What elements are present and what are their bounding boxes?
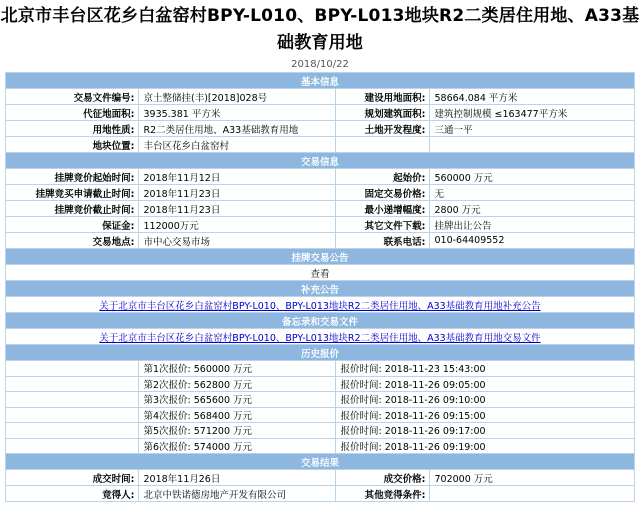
basic-label: 地块位置: bbox=[6, 137, 139, 153]
trade-value: 010-64409552 bbox=[430, 233, 634, 249]
bid-history-row bbox=[6, 361, 634, 377]
bid-spacer bbox=[6, 376, 139, 392]
result-row bbox=[6, 486, 634, 502]
basic-value: 58664.084 平方米 bbox=[430, 89, 634, 105]
bid-spacer bbox=[6, 392, 139, 408]
basic-value: 3935.381 平方米 bbox=[139, 105, 336, 121]
trade-value: 112000万元 bbox=[139, 217, 336, 233]
section-header-result: 交易结果 bbox=[6, 454, 634, 470]
basic-label: 规划建筑面积: bbox=[336, 105, 430, 121]
result-label: 成交时间: bbox=[6, 470, 139, 486]
trade-value: 2018年11月23日 bbox=[139, 201, 336, 217]
basic-value bbox=[430, 137, 634, 153]
basic-value: R2二类居住用地、A33基础教育用地 bbox=[139, 121, 336, 137]
bid-history-row bbox=[6, 376, 634, 392]
trade-label: 固定交易价格: bbox=[336, 185, 430, 201]
trade-row bbox=[6, 217, 634, 233]
bid-spacer bbox=[6, 423, 139, 439]
section-header-history-row bbox=[6, 345, 634, 361]
bid-time: 报价时间: 2018-11-26 09:10:00 bbox=[336, 392, 634, 408]
basic-value: 京土整储挂(丰)[2018]028号 bbox=[139, 89, 336, 105]
trade-row bbox=[6, 185, 634, 201]
bid-history-row bbox=[6, 438, 634, 454]
basic-label: 土地开发程度: bbox=[336, 121, 430, 137]
section-header-history: 历史报价 bbox=[6, 345, 634, 361]
basic-label: 交易文件编号: bbox=[6, 89, 139, 105]
basic-label: 代征地面积: bbox=[6, 105, 139, 121]
trade-row bbox=[6, 169, 634, 185]
trade-document-link-cell bbox=[6, 329, 634, 345]
bid-time: 报价时间: 2018-11-23 15:43:00 bbox=[336, 361, 634, 377]
result-value: 702000 万元 bbox=[430, 470, 634, 486]
trade-label: 挂牌竞价起始时间: bbox=[6, 169, 139, 185]
bid-time: 报价时间: 2018-11-26 09:19:00 bbox=[336, 438, 634, 454]
supplement-notice-link-row bbox=[6, 297, 634, 313]
trade-value: 挂牌出让公告 bbox=[430, 217, 634, 233]
trade-label: 联系电话: bbox=[336, 233, 430, 249]
trade-value: 560000 万元 bbox=[430, 169, 634, 185]
result-value: 2018年11月26日 bbox=[139, 470, 336, 486]
bid-time: 报价时间: 2018-11-26 09:15:00 bbox=[336, 407, 634, 423]
bid-time: 报价时间: 2018-11-26 09:17:00 bbox=[336, 423, 634, 439]
trade-value: 2800 万元 bbox=[430, 201, 634, 217]
trade-label: 保证金: bbox=[6, 217, 139, 233]
publish-date: 2018/10/22 bbox=[291, 59, 349, 70]
result-label: 其他竞得条件: bbox=[336, 486, 430, 502]
result-value bbox=[430, 486, 634, 502]
trade-label: 交易地点: bbox=[6, 233, 139, 249]
bid-price: 第6次报价: 574000 万元 bbox=[139, 438, 336, 454]
basic-row bbox=[6, 89, 634, 105]
supplement-notice-link[interactable]: 关于北京市丰台区花乡白盆窑村BPY-L010、BPY-L013地块R2二类居住用地、A33基础教育用地补充公告 bbox=[99, 300, 541, 312]
bid-time: 报价时间: 2018-11-26 09:05:00 bbox=[336, 376, 634, 392]
basic-value: 丰台区花乡白盆窑村 bbox=[139, 137, 336, 153]
section-header-result-row bbox=[6, 454, 634, 470]
bid-price: 第4次报价: 568400 万元 bbox=[139, 407, 336, 423]
section-header-trade-row bbox=[6, 153, 634, 169]
trade-document-link-row bbox=[6, 329, 634, 345]
bid-history-row bbox=[6, 407, 634, 423]
basic-label: 用地性质: bbox=[6, 121, 139, 137]
basic-row bbox=[6, 137, 634, 153]
section-header-notice: 挂牌交易公告 bbox=[6, 249, 634, 265]
bid-spacer bbox=[6, 438, 139, 454]
trade-value: 无 bbox=[430, 185, 634, 201]
section-header-trade: 交易信息 bbox=[6, 153, 634, 169]
trade-value: 2018年11月12日 bbox=[139, 169, 336, 185]
bid-price: 第3次报价: 565600 万元 bbox=[139, 392, 336, 408]
trade-row bbox=[6, 201, 634, 217]
section-header-memo: 备忘录和交易文件 bbox=[6, 313, 634, 329]
notice-row bbox=[6, 265, 634, 281]
section-header-supplement-row bbox=[6, 281, 634, 297]
trade-value: 2018年11月23日 bbox=[139, 185, 336, 201]
result-label: 竞得人: bbox=[6, 486, 139, 502]
bid-spacer bbox=[6, 407, 139, 423]
basic-label: 建设用地面积: bbox=[336, 89, 430, 105]
trade-row bbox=[6, 233, 634, 249]
section-header-basic-row bbox=[6, 73, 634, 89]
trade-document-link[interactable]: 关于北京市丰台区花乡白盆窑村BPY-L010、BPY-L013地块R2二类居住用地、A33基础教育用地交易文件 bbox=[99, 332, 541, 344]
bid-price: 第5次报价: 571200 万元 bbox=[139, 423, 336, 439]
supplement-notice-link-cell bbox=[6, 297, 634, 313]
info-table-body bbox=[6, 73, 634, 502]
trade-label: 挂牌竞买申请截止时间: bbox=[6, 185, 139, 201]
basic-value: 三通一平 bbox=[430, 121, 634, 137]
bid-price: 第1次报价: 560000 万元 bbox=[139, 361, 336, 377]
result-value: 北京中铁诺德房地产开发有限公司 bbox=[139, 486, 336, 502]
basic-label bbox=[336, 137, 430, 153]
bid-history-row bbox=[6, 392, 634, 408]
section-header-basic: 基本信息 bbox=[6, 73, 634, 89]
basic-row bbox=[6, 121, 634, 137]
basic-value: 建筑控制规模 ≤163477平方米 bbox=[430, 105, 634, 121]
result-label: 成交价格: bbox=[336, 470, 430, 486]
section-header-supplement: 补充公告 bbox=[6, 281, 634, 297]
view-notice-link[interactable]: 查看 bbox=[6, 265, 634, 281]
trade-value: 市中心交易市场 bbox=[139, 233, 336, 249]
basic-row bbox=[6, 105, 634, 121]
trade-label: 起始价: bbox=[336, 169, 430, 185]
result-row bbox=[6, 470, 634, 486]
trade-label: 挂牌竞价截止时间: bbox=[6, 201, 139, 217]
trade-label: 最小递增幅度: bbox=[336, 201, 430, 217]
info-table bbox=[5, 72, 634, 502]
bid-spacer bbox=[6, 361, 139, 377]
page-title: 北京市丰台区花乡白盆窑村BPY-L010、BPY-L013地块R2二类居住用地、A33基础教育用地 bbox=[0, 6, 640, 53]
section-header-memo-row bbox=[6, 313, 634, 329]
bid-history-row bbox=[6, 423, 634, 439]
bid-price: 第2次报价: 562800 万元 bbox=[139, 376, 336, 392]
trade-label: 其它文件下载: bbox=[336, 217, 430, 233]
section-header-notice-row bbox=[6, 249, 634, 265]
